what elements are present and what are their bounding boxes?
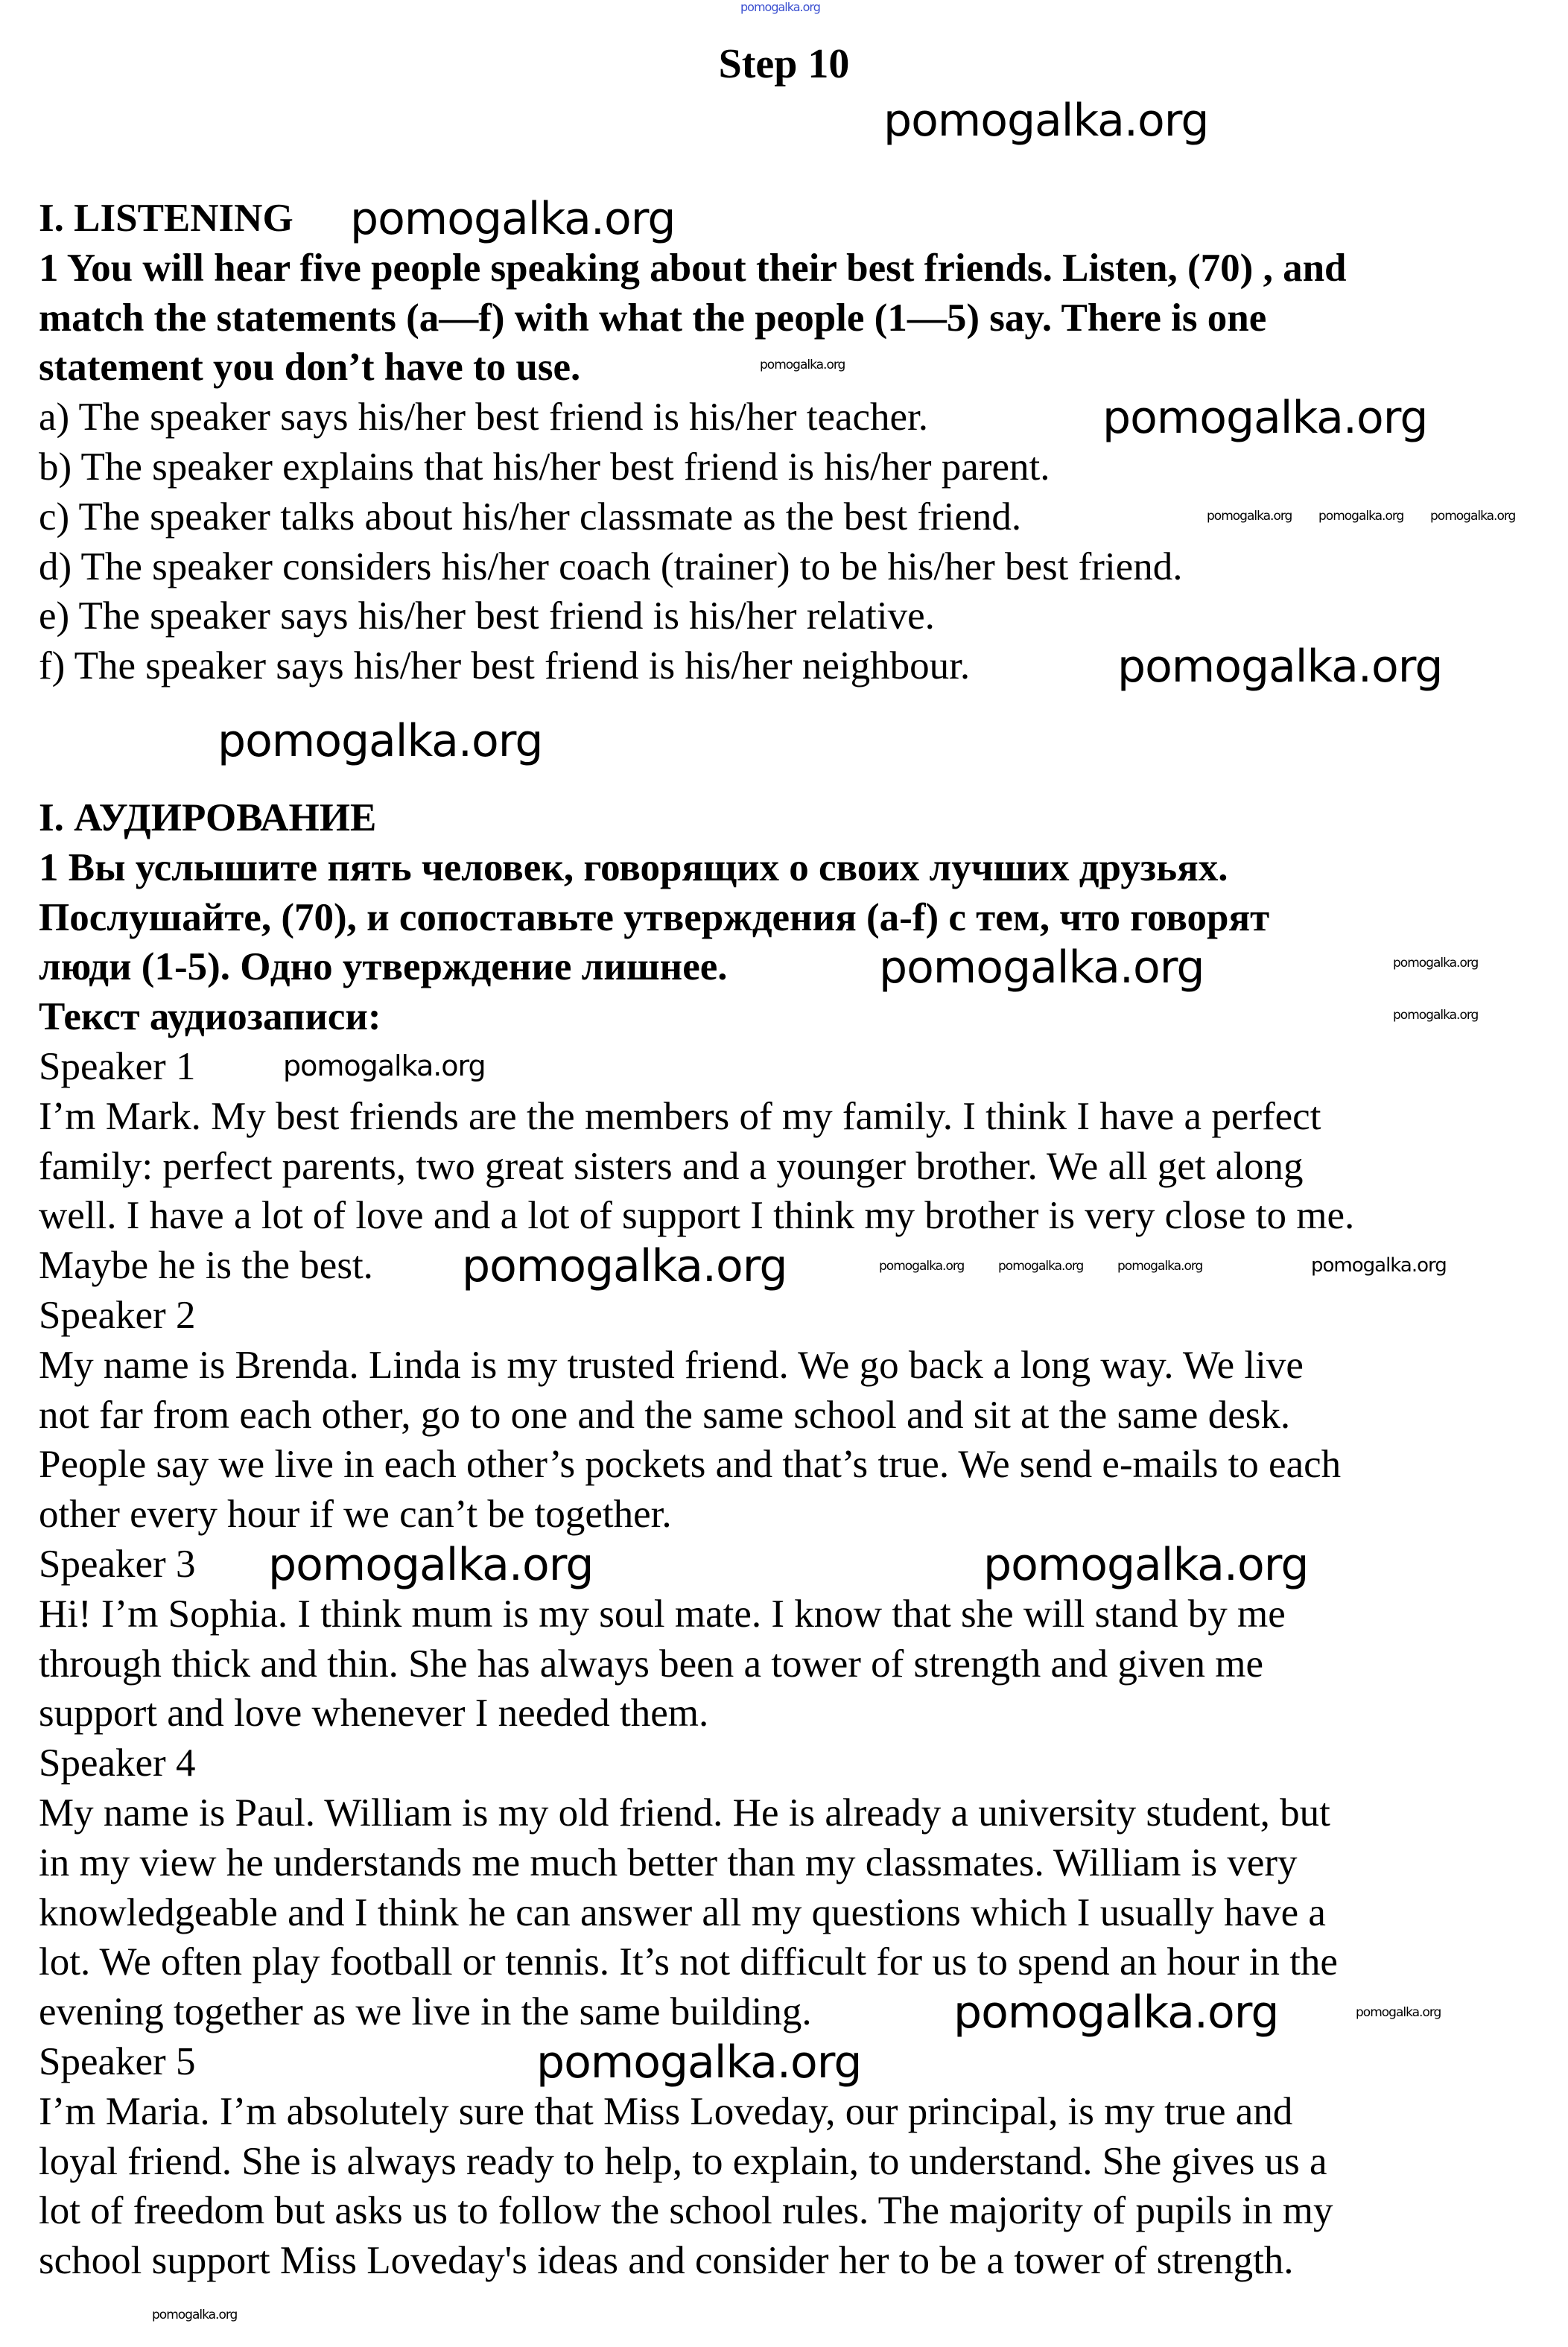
watermark: pomogalka.org	[268, 1539, 594, 1591]
watermark: pomogalka.org	[462, 1240, 787, 1292]
task-line: statement you don’t have to use.	[39, 346, 581, 390]
transcript-line: My name is Paul. William is my old friend. He is already a university student, but	[39, 1791, 1330, 1835]
transcript-line: lot. We often play football or tennis. It’s not difficult for us to spend an hour in the	[39, 1940, 1338, 1984]
transcript-line: Maybe he is the best.	[39, 1244, 373, 1288]
task-line: люди (1-5). Одно утверждение лишнее.	[39, 945, 728, 989]
transcript-line: loyal friend. She is always ready to help, to explain, to understand. She gives us a	[39, 2139, 1327, 2183]
watermark: pomogalka.org	[1207, 509, 1292, 524]
statement-a: a) The speaker says his/her best friend is his/her teacher.	[39, 396, 929, 439]
watermark: pomogalka.org	[760, 358, 845, 372]
transcript-line: evening together as we live in the same building.	[39, 1990, 812, 2034]
watermark: pomogalka.org	[1311, 1254, 1447, 1277]
watermark: pomogalka.org	[953, 1986, 1279, 2039]
transcript-line: I’m Maria. I’m absolutely sure that Miss Loveday, our principal, is my true and	[39, 2089, 1293, 2133]
watermark: pomogalka.org	[1117, 641, 1443, 693]
transcript-line: I’m Mark. My best friends are the members of my family. I think I have a perfect	[39, 1094, 1321, 1138]
transcript-line: in my view he understands me much better than my classmates. William is very	[39, 1841, 1298, 1884]
transcript-line: support and love whenever I needed them.	[39, 1692, 709, 1735]
watermark: pomogalka.org	[350, 193, 676, 245]
speaker-label: Speaker 4	[39, 1741, 196, 1785]
speaker-label: Speaker 5	[39, 2039, 196, 2083]
page-title: Step 10	[718, 41, 850, 87]
watermark: pomogalka.org	[879, 941, 1204, 994]
watermark: pomogalka.org	[536, 2036, 862, 2089]
watermark: pomogalka.org	[1430, 509, 1516, 524]
transcript	[39, 1042, 1551, 2286]
transcript-line: well. I have a lot of love and a lot of support I think my brother is very close to me.	[39, 1194, 1355, 1238]
transcript-line: not far from each other, go to one and the same school and sit at the same desk.	[39, 1393, 1291, 1437]
transcript-heading: Текст аудиозаписи:	[39, 995, 381, 1039]
transcript-line: other every hour if we can’t be together.	[39, 1493, 672, 1537]
watermark: pomogalka.org	[1117, 1259, 1203, 1274]
transcript-line: People say we live in each other’s pockets and that’s true. We send e-mails to each	[39, 1443, 1342, 1487]
task-line: Послушайте, (70), и сопоставьте утверждения (a-f) с тем, что говорят	[39, 895, 1270, 939]
transcript-line: family: perfect parents, two great sisters and a younger brother. We all get along	[39, 1144, 1304, 1188]
speaker-label: Speaker 3	[39, 1542, 196, 1586]
watermark: pomogalka.org	[879, 1259, 965, 1274]
statement-f: f) The speaker says his/her best friend is his/her neighbour.	[39, 644, 971, 688]
audirovanie-heading: I. АУДИРОВАНИЕ	[39, 796, 377, 839]
watermark: pomogalka.org	[1356, 2005, 1441, 2020]
task-line: 1 You will hear five people speaking about their best friends. Listen, (70) , and	[39, 246, 1347, 290]
watermark: pomogalka.org	[883, 95, 1209, 147]
transcript-line: lot of freedom but asks us to follow the school rules. The majority of pupils in my	[39, 2189, 1333, 2233]
watermark: pomogalka.org	[740, 0, 820, 14]
watermark: pomogalka.org	[283, 1049, 486, 1082]
watermark: pomogalka.org	[1102, 392, 1428, 444]
watermark: pomogalka.org	[983, 1539, 1309, 1591]
watermark: pomogalka.org	[998, 1259, 1084, 1274]
task-line: 1 Вы услышите пять человек, говорящих о своих лучших друзьях.	[39, 845, 1228, 889]
watermark: pomogalka.org	[152, 2308, 238, 2322]
speaker-label: Speaker 2	[39, 1293, 196, 1337]
listening-heading: I. LISTENING	[39, 197, 293, 240]
watermark: pomogalka.org	[1393, 956, 1479, 971]
watermark: pomogalka.org	[218, 715, 543, 767]
task-line: match the statements (a—f) with what the people (1—5) say. There is one	[39, 296, 1267, 340]
transcript-line: knowledgeable and I think he can answer all my questions which I usually have a	[39, 1890, 1326, 1934]
statement-b: b) The speaker explains that his/her best friend is his/her parent.	[39, 445, 1050, 489]
watermark: pomogalka.org	[1393, 1008, 1479, 1023]
statement-e: e) The speaker says his/her best friend is his/her relative.	[39, 594, 935, 638]
transcript-line: through thick and thin. She has always been a tower of strength and given me	[39, 1642, 1264, 1686]
transcript-line: Hi! I’m Sophia. I think mum is my soul mate. I know that she will stand by me	[39, 1592, 1286, 1636]
speaker-label: Speaker 1	[39, 1044, 196, 1088]
statement-c: c) The speaker talks about his/her classmate as the best friend.	[39, 495, 1022, 539]
transcript-line: My name is Brenda. Linda is my trusted friend. We go back a long way. We live	[39, 1343, 1304, 1387]
transcript-line: school support Miss Loveday's ideas and consider her to be a tower of strength.	[39, 2239, 1294, 2283]
watermark: pomogalka.org	[1318, 509, 1404, 524]
statement-d: d) The speaker considers his/her coach (trainer) to be his/her best friend.	[39, 544, 1183, 588]
